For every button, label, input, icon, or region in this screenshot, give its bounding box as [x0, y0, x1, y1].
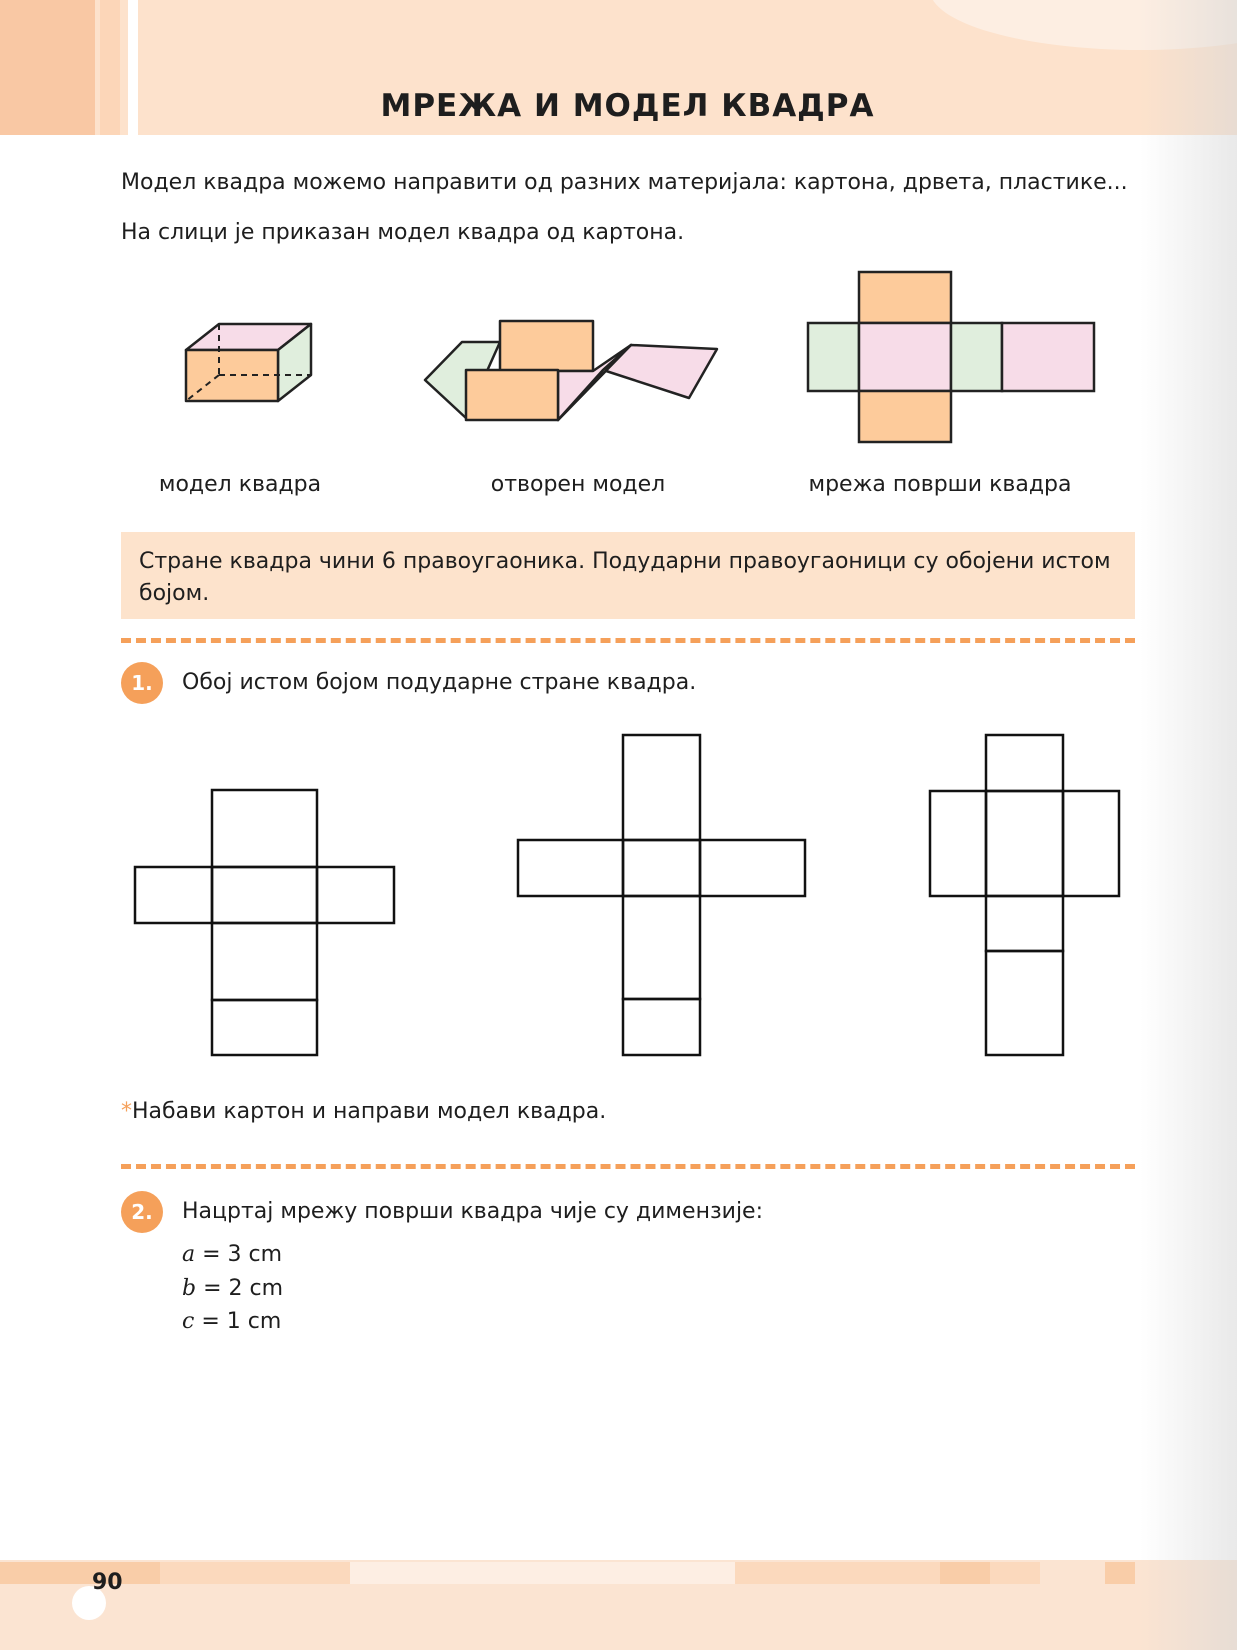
net-right-face [951, 323, 1002, 391]
task-2-text: Нацртај мрежу површи квадра чије су димензије: [182, 1199, 764, 1224]
intro-line-1: Модел квадра можемо направити од разних материјала: картона, дрвета, пластике... [121, 170, 1128, 195]
dimension-var: c [182, 1309, 195, 1334]
star-marker: * [121, 1099, 132, 1124]
page-number: 90 [92, 1570, 123, 1595]
dimension-c [182, 1309, 281, 1334]
footer-stripe [990, 1562, 1040, 1584]
extra-task-text: Набави картон и направи модел квадра. [132, 1099, 607, 1124]
intro-line-2: На слици је приказан модел квадра од картона. [121, 220, 685, 245]
task-1-text: Обој истом бојом подударне стране квадра. [182, 670, 697, 695]
dimension-b [182, 1276, 283, 1301]
cuboid-model-figure [186, 324, 311, 401]
exercise-net-3 [930, 735, 1119, 1055]
extra-task [121, 1099, 606, 1124]
open-model-caption: отворен модел [490, 472, 666, 497]
task-1-badge: 1. [121, 662, 163, 704]
page-edge-shadow [1140, 0, 1237, 1650]
info-box-text: Стране квадра чини 6 правоугаоника. Подударни правоугаоници су обојени истом бојом. [139, 549, 1111, 606]
footer-stripe [0, 1562, 160, 1584]
exercise-net-2 [518, 735, 805, 1055]
net-back-face [1002, 323, 1094, 391]
dimension-a [182, 1242, 282, 1267]
section-divider [121, 1164, 1135, 1169]
net-center-face [859, 323, 951, 391]
dimension-value: = 1 cm [201, 1309, 282, 1334]
net-top-face [859, 272, 951, 323]
footer-stripe [1105, 1562, 1135, 1584]
footer-stripe [350, 1562, 735, 1584]
open-model-figure [425, 321, 717, 420]
dimension-value: = 2 cm [203, 1276, 284, 1301]
footer-stripe [940, 1562, 990, 1584]
dimension-var: b [182, 1276, 197, 1301]
section-divider [121, 638, 1135, 643]
dimension-value: = 3 cm [202, 1242, 283, 1267]
footer-stripe [160, 1562, 350, 1584]
dimension-var: a [182, 1242, 196, 1267]
open-back-face [500, 321, 593, 371]
exercise-net-1 [135, 790, 394, 1055]
open-front-face [466, 370, 558, 420]
net-caption: мрежа површи квадра [808, 472, 1072, 497]
net-bottom-face [859, 391, 951, 442]
task-2-badge: 2. [121, 1191, 163, 1233]
page-title: МРЕЖА И МОДЕЛ КВАДРА [380, 88, 875, 124]
footer-stripe [735, 1562, 940, 1584]
cuboid-net-figure [808, 272, 1094, 442]
net-left-face [808, 323, 859, 391]
model-caption: модел квадра [158, 472, 322, 497]
